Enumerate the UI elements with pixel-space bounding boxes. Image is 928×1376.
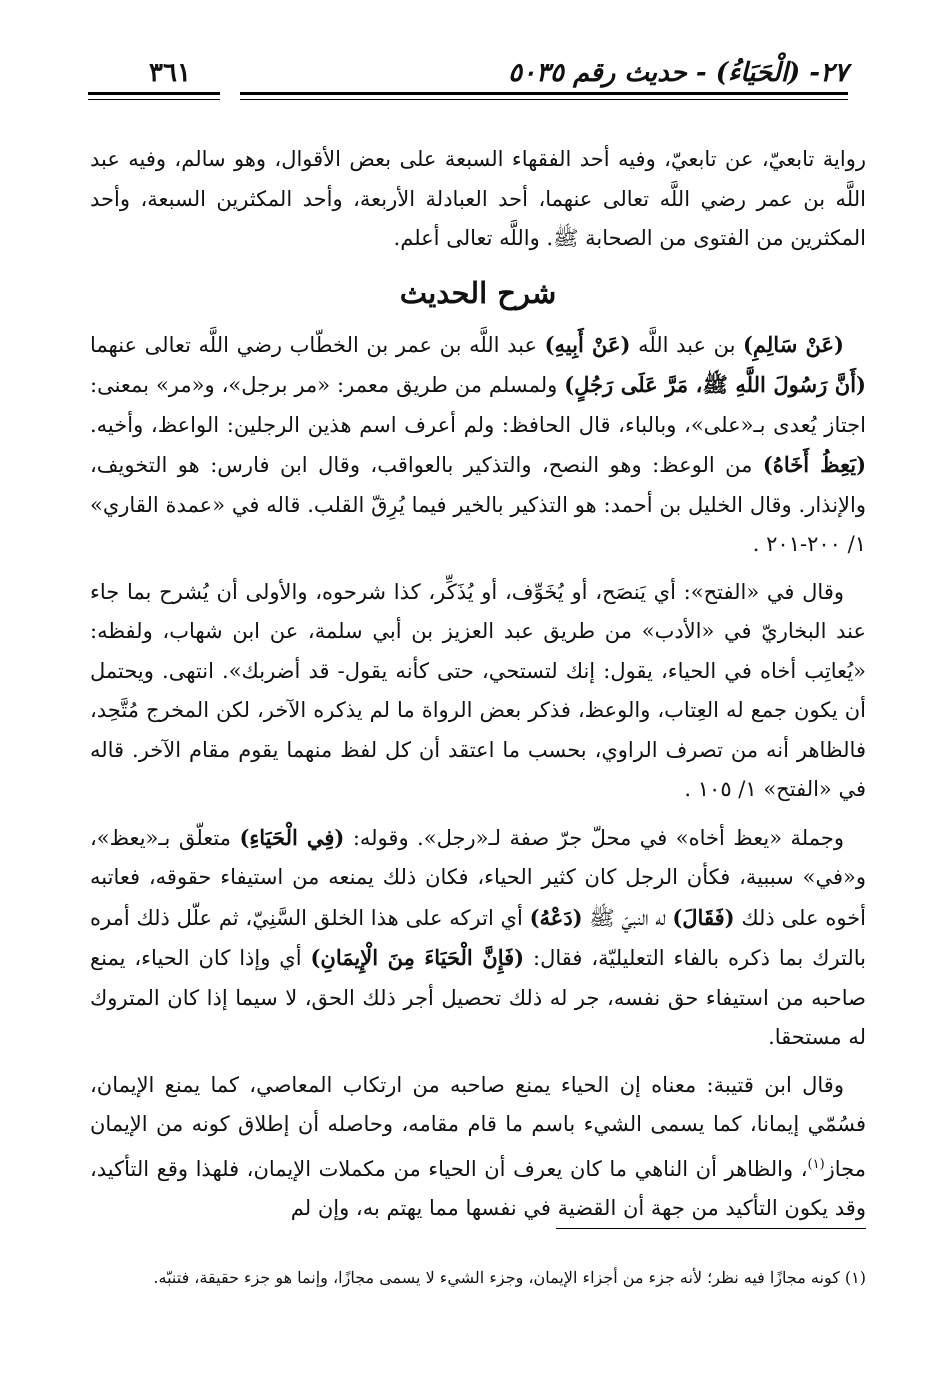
commentary-text: عبد اللَّه بن عمر بن الخطّاب رضي اللَّه تعالى عنهما bbox=[90, 332, 545, 357]
commentary-paragraph-4 bbox=[90, 1066, 866, 1229]
hadith-quote: (عَنْ أَبِيهِ) bbox=[544, 331, 631, 357]
commentary-text: بن عبد اللَّه bbox=[630, 332, 743, 357]
commentary-text: متعلّق بـ«يعظ»، و«في» سببية، فكأن الرجل كان كثير الحياء، فكان ذلك يمنعه من استيفاء حقوقه، فعاتبه أخوه على ذلك bbox=[90, 825, 866, 930]
commentary-text: ولمسلم من طريق معمر: «مر برجل»، و«مر» بمعنى: اجتاز يُعدى بـ«على»، وبالباء، قال الحافظ: ولم أعرف اسم هذين الرجلين: الواعظ، وأخيه. bbox=[90, 373, 866, 437]
commentary-text: أي اتركه على هذا الخلق السَّنِيّ، ثم علّل ذلك أمره بالترك بما ذكره بالفاء التعليليّة، فقال: bbox=[90, 905, 867, 970]
commentary-paragraph-3 bbox=[90, 818, 866, 1058]
commentary-text: له النبيّ ﷺ bbox=[582, 905, 673, 930]
hadith-quote: (عَنْ سَالِمِ) bbox=[743, 331, 844, 357]
commentary-text: وقال ابن قتيبة: معناه إن الحياء يمنع صاحبه من ارتكاب المعاصي، كما يمنع الإيمان، فسُمّي إيمانا، كما يسمى الشيء باسم ما قام مقامه، وحاصله أن إطلاق كونه من الإيمان مجاز bbox=[90, 1072, 866, 1181]
commentary-paragraph-1 bbox=[90, 325, 866, 565]
footnote-reference[interactable]: (١) bbox=[807, 1156, 825, 1172]
running-header bbox=[90, 54, 848, 96]
commentary-text: أي وإذا كان الحياء، يمنع صاحبه من استيفاء حق نفسه، جر له ذلك تحصيل أجر ذلك الحق، لا سيما إذا كان المتروك له مستحقا. bbox=[90, 946, 866, 1049]
header-rule bbox=[240, 92, 848, 95]
hadith-quote: (يَعِظُ أَخَاهُ) bbox=[762, 452, 867, 477]
main-text bbox=[90, 140, 866, 1229]
hadith-quote: (دَعْهُ) bbox=[529, 904, 583, 930]
commentary-text: ، والظاهر أن الناهي ما كان يعرف أن الحياء من مكملات الإيمان، فلهذا وقع التأكيد، وقد يكون التأكيد من جهة أن القضية في نفسها مما يهتم به، وإن لم bbox=[90, 1156, 866, 1220]
commentary-text: من الوعظ: وهو النصح، والتذكير بالعواقب، وقال ابن فارس: هو التخويف، والإنذار. وقال الخليل بن أحمد: هو التذكير بالخير فيما يُرِقّ القلب. قاله في «عمدة القاري» ١/ ٢٠٠-٢٠١ . bbox=[90, 453, 866, 556]
commentary-paragraph-2: وقال في «الفتح»: أي يَنصَح، أو يُخَوِّف، أو يُذَكِّر، كذا شرحوه، والأولى أن يُشرح بما جاء عند البخاريّ في «الأدب» من طريق عبد العزيز بن أبي سلمة، عن ابن شهاب، ولفظه: «يُعاتِب أخاه في الحياء، يقول: إنك لتستحي، حتى كأنه يقول- قد أضربك». انتهى. ويحتمل أن يكون جمع له العِتاب، والوعظ، فذكر بعض الرواة ما لم يذكره الآخر، لكن المخرج مُتَّحِد، فالظاهر أنه من تصرف الراوي، بحسب ما اعتقد أن كل لفظ منهما يقوم مقام الآخر. قاله في «الفتح» ١/ ١٠٥ . bbox=[90, 579, 866, 801]
page-number: ٣٦١ bbox=[149, 58, 191, 88]
running-title: ٢٧- (الْحَيَاءُ) - حديث رقم ٥٠٣٥ bbox=[508, 58, 848, 88]
hadith-quote: (فِي الْحَيَاءِ) bbox=[239, 824, 345, 850]
header-rule-thin bbox=[240, 99, 848, 100]
hadith-quote: (فَقَالَ) bbox=[672, 904, 735, 930]
commentary-text: وجملة «يعظ أخاه» في محلّ جرّ صفة لـ«رجل». وقوله: bbox=[344, 825, 844, 850]
hadith-quote: (فَإِنَّ الْحَيَاءَ مِنَ الْإِيمَانِ) bbox=[310, 945, 525, 970]
section-heading: شرح الحديث bbox=[399, 275, 557, 310]
footnote: (١) كونه مجازًا فيه نظر؛ لأنه جزء من أجزاء الإيمان، وجزء الشيء لا يسمى مجازًا، وإنما هو جزء حقيقة، فتنبّه. bbox=[153, 1268, 866, 1287]
hadith-quote: (أَنَّ رَسُولَ اللَّهِ ﷺ، مَرَّ عَلَى رَجُلٍ) bbox=[564, 372, 866, 397]
header-rule-left-thin bbox=[88, 99, 220, 100]
intro-paragraph: رواية تابعيّ، عن تابعيّ، وفيه أحد الفقهاء السبعة على بعض الأقوال، وهو سالم، وفيه عبد اللَّه بن عمر رضي اللَّه تعالى عنهما، أحد العبادلة الأربعة، وأحد المكثرين السبعة، وأحد المكثرين من الفتوى من الصحابة ﷺ. واللَّه تعالى أعلم. bbox=[90, 147, 867, 250]
header-rule-left bbox=[88, 92, 220, 95]
footnote-separator bbox=[556, 1228, 866, 1229]
